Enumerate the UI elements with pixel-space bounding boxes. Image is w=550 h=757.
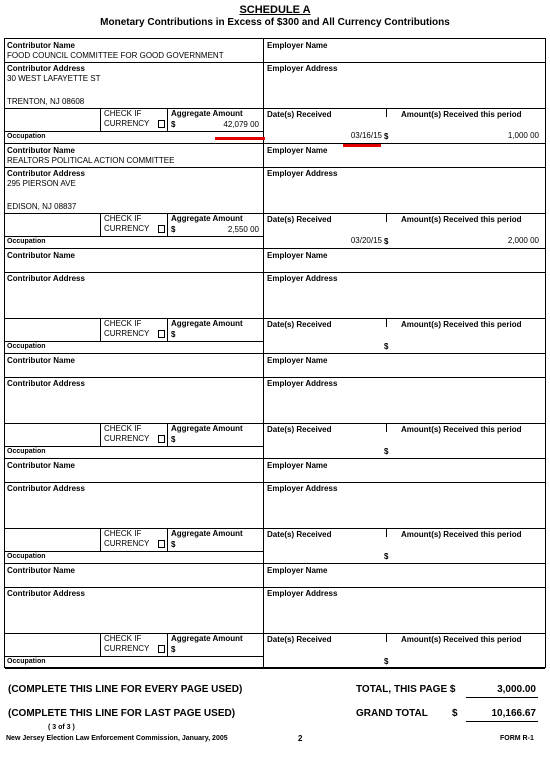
- employer-address-label: Employer Address: [267, 484, 338, 493]
- amount-received-value: 1,000 00: [507, 131, 539, 140]
- occupation-label: Occupation: [7, 133, 46, 140]
- aggregate-amount-label: Aggregate Amount: [171, 529, 243, 538]
- contributor-block: [5, 144, 545, 249]
- check-if-label: CHECK IF: [104, 214, 142, 223]
- commission-credit: New Jersey Election Law Enforcement Commission, January, 2005: [6, 735, 228, 742]
- amount-received-value: 2,000 00: [507, 236, 539, 245]
- check-if-label: CHECK IF: [104, 529, 142, 538]
- currency-label: CURRENCY: [104, 119, 150, 128]
- contributor-address-line1: 30 WEST LAFAYETTE ST: [7, 74, 101, 83]
- occupation-label: Occupation: [7, 448, 46, 455]
- contributor-block: [5, 354, 545, 459]
- grand-total-dollar: $: [452, 708, 458, 719]
- contributor-block: [5, 564, 545, 669]
- contributor-address-label: Contributor Address: [7, 169, 85, 178]
- employer-name-label: Employer Name: [267, 461, 328, 470]
- aggregate-dollar-sign: $: [171, 330, 176, 339]
- currency-label: CURRENCY: [104, 434, 150, 443]
- aggregate-amount-label: Aggregate Amount: [171, 214, 243, 223]
- contributor-address-label: Contributor Address: [7, 484, 85, 493]
- contributor-address-label: Contributor Address: [7, 64, 85, 73]
- aggregate-amount-label: Aggregate Amount: [171, 634, 243, 643]
- currency-label: CURRENCY: [104, 644, 150, 653]
- highlight-mark-aggregate: [215, 137, 265, 140]
- received-dollar-sign: $: [384, 237, 389, 246]
- received-dollar-sign: $: [384, 132, 389, 141]
- contributor-address-label: Contributor Address: [7, 589, 85, 598]
- employer-name-label: Employer Name: [267, 41, 328, 50]
- contributor-address-line2: TRENTON, NJ 08608: [7, 97, 85, 106]
- dates-received-label: Date(s) Received: [267, 110, 332, 119]
- check-if-label: CHECK IF: [104, 634, 142, 643]
- employer-address-label: Employer Address: [267, 169, 338, 178]
- received-dollar-sign: $: [384, 342, 389, 351]
- employer-name-label: Employer Name: [267, 566, 328, 575]
- contributor-address-label: Contributor Address: [7, 274, 85, 283]
- aggregate-amount-label: Aggregate Amount: [171, 424, 243, 433]
- currency-checkbox[interactable]: [158, 330, 165, 338]
- received-dollar-sign: $: [384, 447, 389, 456]
- dates-received-label: Date(s) Received: [267, 530, 332, 539]
- aggregate-amount-label: Aggregate Amount: [171, 109, 243, 118]
- contributor-address-line2: EDISON, NJ 08837: [7, 202, 77, 211]
- contributor-block: [5, 39, 545, 144]
- employer-name-label: Employer Name: [267, 146, 328, 155]
- schedule-subtitle: Monetary Contributions in Excess of $300 and All Currency Contributions: [100, 17, 450, 28]
- grand-total-value: 10,166.67: [491, 708, 536, 719]
- every-page-note: (COMPLETE THIS LINE FOR EVERY PAGE USED): [8, 684, 243, 695]
- received-dollar-sign: $: [384, 657, 389, 666]
- check-if-label: CHECK IF: [104, 424, 142, 433]
- dates-received-label: Date(s) Received: [267, 425, 332, 434]
- employer-name-label: Employer Name: [267, 356, 328, 365]
- last-page-note: (COMPLETE THIS LINE FOR LAST PAGE USED): [8, 708, 236, 719]
- page-number: 2: [298, 734, 303, 743]
- dates-received-label: Date(s) Received: [267, 635, 332, 644]
- total-page-value: 3,000.00: [497, 684, 536, 695]
- aggregate-amount-value: 42,079 00: [223, 120, 259, 129]
- received-dollar-sign: $: [384, 552, 389, 561]
- aggregate-dollar-sign: $: [171, 120, 176, 129]
- occupation-label: Occupation: [7, 658, 46, 665]
- currency-checkbox[interactable]: [158, 435, 165, 443]
- employer-name-label: Employer Name: [267, 251, 328, 260]
- aggregate-dollar-sign: $: [171, 540, 176, 549]
- dates-received-label: Date(s) Received: [267, 215, 332, 224]
- contributor-name-label: Contributor Name: [7, 461, 75, 470]
- aggregate-dollar-sign: $: [171, 435, 176, 444]
- employer-address-label: Employer Address: [267, 64, 338, 73]
- contributor-name-label: Contributor Name: [7, 566, 75, 575]
- date-received-value: 03/16/15: [350, 131, 382, 140]
- grand-total-label: GRAND TOTAL: [356, 708, 428, 719]
- amounts-received-label: Amount(s) Received this period: [401, 425, 522, 434]
- contributor-name-label: Contributor Name: [7, 356, 75, 365]
- aggregate-amount-value: 2,550 00: [227, 225, 259, 234]
- currency-label: CURRENCY: [104, 539, 150, 548]
- contributor-block: [5, 249, 545, 354]
- contributor-address-line1: 295 PIERSON AVE: [7, 179, 76, 188]
- contributor-block: [5, 459, 545, 564]
- check-if-label: CHECK IF: [104, 109, 142, 118]
- currency-checkbox[interactable]: [158, 540, 165, 548]
- check-if-label: CHECK IF: [104, 319, 142, 328]
- currency-label: CURRENCY: [104, 329, 150, 338]
- schedule-title: SCHEDULE A: [239, 4, 311, 16]
- currency-checkbox[interactable]: [158, 645, 165, 653]
- aggregate-dollar-sign: $: [171, 645, 176, 654]
- contributor-name-value: REALTORS POLITICAL ACTION COMMITTEE: [7, 156, 175, 165]
- contributor-name-label: Contributor Name: [7, 251, 75, 260]
- occupation-label: Occupation: [7, 553, 46, 560]
- amounts-received-label: Amount(s) Received this period: [401, 320, 522, 329]
- contributor-name-label: Contributor Name: [7, 146, 75, 155]
- date-received-value: 03/20/15: [350, 236, 382, 245]
- amounts-received-label: Amount(s) Received this period: [401, 110, 522, 119]
- currency-checkbox[interactable]: [158, 120, 165, 128]
- contributor-name-value: FOOD COUNCIL COMMITTEE FOR GOOD GOVERNMENT: [7, 51, 224, 60]
- occupation-label: Occupation: [7, 238, 46, 245]
- amounts-received-label: Amount(s) Received this period: [401, 635, 522, 644]
- contributions-table: [4, 38, 546, 668]
- page-of-indicator: ( 3 of 3 ): [48, 724, 75, 731]
- employer-address-label: Employer Address: [267, 379, 338, 388]
- aggregate-dollar-sign: $: [171, 225, 176, 234]
- amounts-received-label: Amount(s) Received this period: [401, 530, 522, 539]
- currency-checkbox[interactable]: [158, 225, 165, 233]
- employer-address-label: Employer Address: [267, 589, 338, 598]
- dates-received-label: Date(s) Received: [267, 320, 332, 329]
- contributor-name-label: Contributor Name: [7, 41, 75, 50]
- occupation-label: Occupation: [7, 343, 46, 350]
- form-id: FORM R-1: [500, 735, 534, 742]
- aggregate-amount-label: Aggregate Amount: [171, 319, 243, 328]
- currency-label: CURRENCY: [104, 224, 150, 233]
- contributor-address-label: Contributor Address: [7, 379, 85, 388]
- total-page-label: TOTAL, THIS PAGE $: [356, 684, 456, 695]
- employer-address-label: Employer Address: [267, 274, 338, 283]
- amounts-received-label: Amount(s) Received this period: [401, 215, 522, 224]
